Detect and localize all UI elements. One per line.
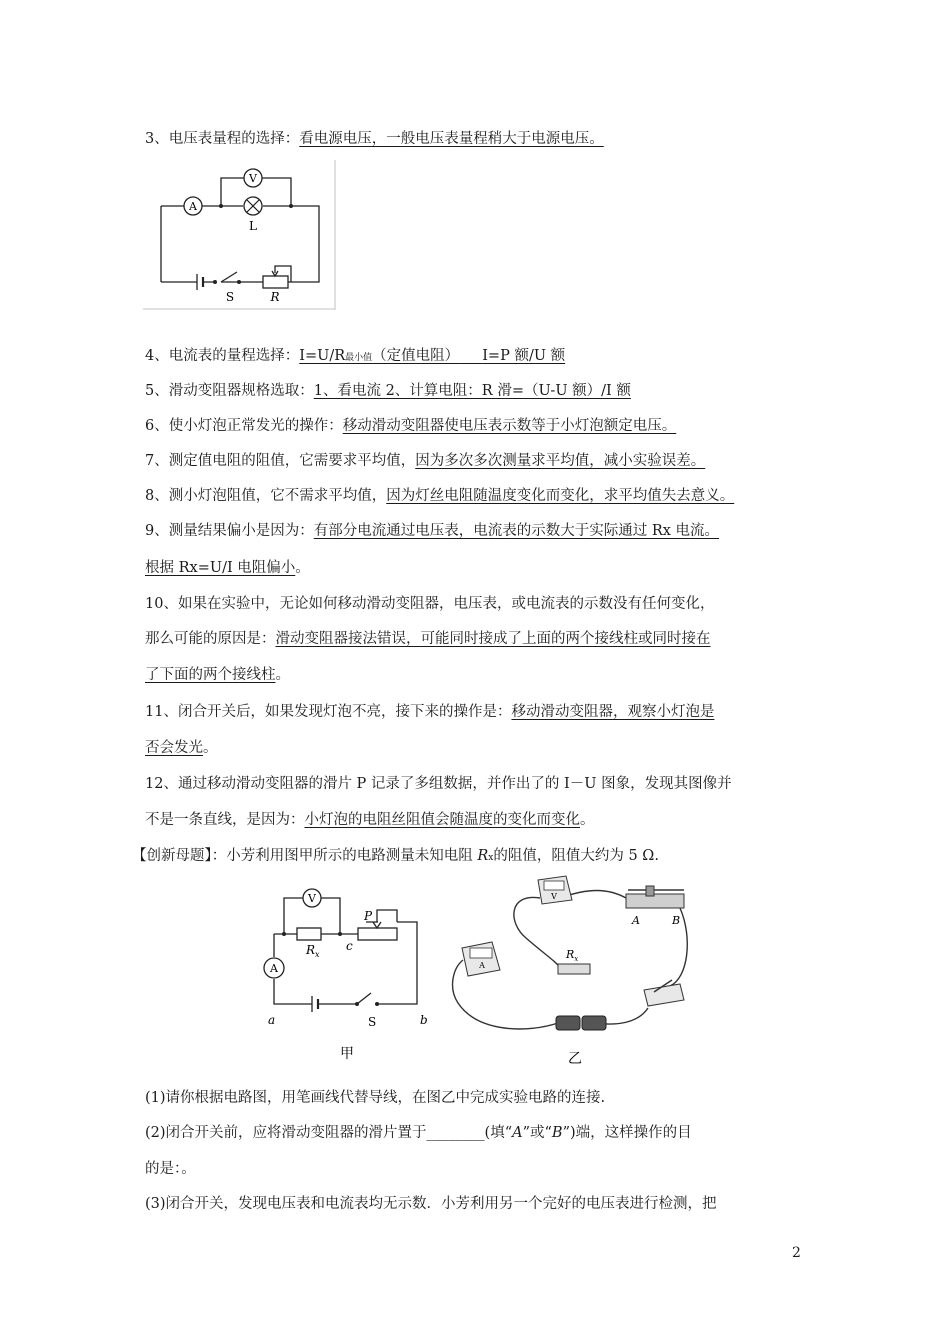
slider-label: P (364, 909, 373, 923)
rheostat-end-b: B (672, 914, 681, 927)
page-number: 2 (792, 1245, 801, 1261)
lamp-label: L (249, 219, 257, 233)
resistor-device (558, 948, 590, 974)
node-c-label: c (346, 939, 353, 953)
item-6: 6、使小灯泡正常发光的操作：移动滑动变阻器使电压表示数等于小灯泡额定电压。 (145, 418, 677, 434)
rheostat-label: R (270, 290, 280, 304)
item-11: 11、闭合开关后，如果发现灯泡不亮，接下来的操作是：移动滑动变阻器，观察小灯泡是 (145, 704, 715, 720)
voltmeter-device (538, 876, 572, 904)
ammeter-label: A (270, 962, 278, 975)
switch-label: S (368, 1015, 377, 1029)
item-3: 3、电压表量程的选择：看电源电压，一般电压表量程稍大于电源电压。 (145, 131, 604, 147)
resistor-device-label: $R_x$ (566, 948, 579, 963)
item-9-line2: 根据 Rx=U/I 电阻偏小。 (145, 560, 310, 576)
ammeter-label: A (189, 200, 197, 213)
item-10-line3: 了下面的两个接线柱。 (145, 667, 290, 683)
item-12-line2: 不是一条直线，是因为：小灯泡的电阻丝阻值会随温度的变化而变化。 (145, 812, 595, 828)
item-4: 4、电流表的量程选择：I=U/R最小值（定值电阻） I=P 额/U 额 (145, 348, 566, 364)
item-12: 12、通过移动滑动变阻器的滑片 P 记录了多组数据，并作出了的 I－U 图象，发现其图像并 (145, 776, 732, 792)
problem-intro: 【创新母题】：小芳利用图甲所示的电路测量未知电阻 Rx的阻值，阻值大约为 5 Ω. (132, 848, 659, 864)
voltmeter-symbol (303, 889, 321, 907)
voltmeter-label: V (249, 172, 257, 185)
circuit-figure-1 (143, 160, 338, 310)
question-3: (3)闭合开关，发现电压表和电流表均无示数．小芳利用另一个完好的电压表进行检测，把 (145, 1196, 717, 1212)
question-1: (1)请你根据电路图，用笔画线代替导线，在图乙中完成实验电路的连接. (145, 1090, 606, 1106)
caption-jia: 甲 (340, 1046, 354, 1062)
node-b-label: b (420, 1013, 428, 1027)
voltmeter-symbol (244, 169, 262, 187)
apparatus-figure-yi (448, 868, 698, 1073)
question-2-line2: 的是：。 (145, 1161, 196, 1177)
ammeter-device (462, 942, 500, 976)
resistor-label: $R_x$ (306, 943, 320, 959)
circuit-figure-jia (262, 882, 442, 1072)
item-10: 10、如果在实验中，无论如何移动滑动变阻器，电压表，或电流表的示数没有任何变化， (145, 596, 715, 612)
voltmeter-label: V (308, 892, 316, 905)
switch-label: S (225, 290, 235, 304)
lamp-symbol (244, 197, 262, 215)
battery-device (556, 1016, 606, 1030)
item-7: 7、测定值电阻的阻值，它需要求平均值，因为多次多次测量求平均值，减小实验误差。 (145, 453, 706, 469)
item-11-line2: 否会发光。 (145, 740, 218, 756)
voltmeter-device-label: V (551, 892, 557, 901)
item-5: 5、滑动变阻器规格选取：1、看电流 2、计算电阻：R 滑=（U-U 额）/I 额 (145, 383, 631, 399)
ammeter-symbol (264, 958, 284, 978)
node-a-label: a (268, 1013, 276, 1027)
ammeter-device-label: A (479, 961, 485, 970)
rheostat-end-a: A (632, 914, 640, 927)
caption-yi: 乙 (568, 1051, 582, 1067)
item-8: 8、测小灯泡阻值，它不需求平均值，因为灯丝电阻随温度变化而变化，求平均值失去意义。 (145, 488, 735, 504)
question-2: (2)闭合开关前，应将滑动变阻器的滑片置于________(填“A”或“B”)端，这样操作的目 (145, 1125, 692, 1141)
item-9: 9、测量结果偏小是因为：有部分电流通过电压表，电流表的示数大于实际通过 Rx 电流。 (145, 523, 720, 539)
rheostat-device (626, 886, 684, 927)
switch-device (644, 980, 684, 1006)
item-10-line2: 那么可能的原因是：滑动变阻器接法错误，可能同时接成了上面的两个接线柱或同时接在 (145, 631, 711, 647)
ammeter-symbol (184, 197, 202, 215)
